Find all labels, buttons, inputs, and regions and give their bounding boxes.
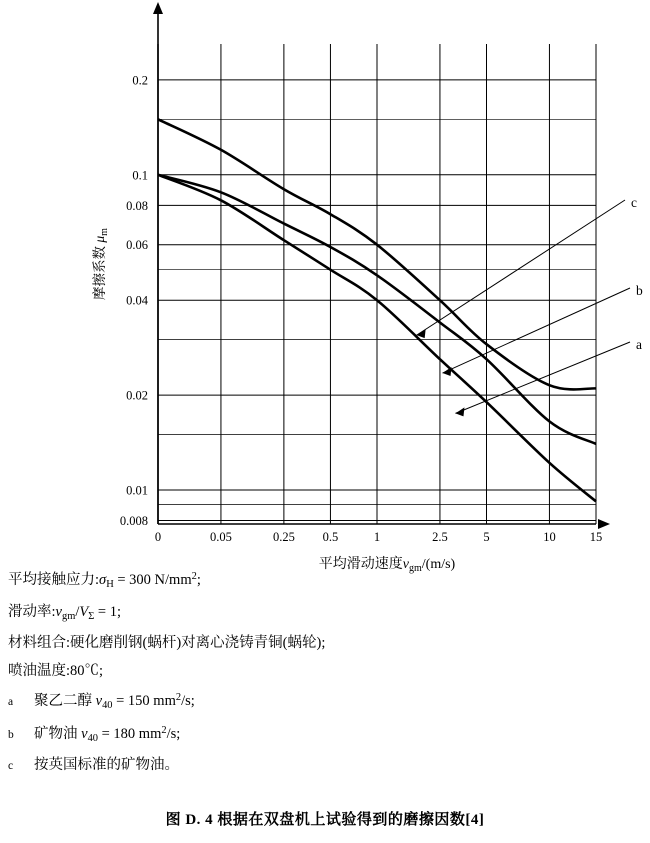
leader-arrow-b [443,367,452,376]
legend-key-b: b [8,728,14,741]
y-tick-label: 0.01 [126,483,148,498]
note-slip-ratio: 滑动率$:v_{gm}/V_\Sigma = 1$; [8,603,121,622]
chart-notes [8,572,642,787]
series-annotation-a: a [636,337,642,352]
legend-note-b [8,726,642,745]
x-axis-arrow [598,519,610,529]
series-annotation-b: b [636,283,643,298]
y-axis-arrow [153,2,163,14]
y-tick-label: 0.2 [132,73,148,88]
leader-line-a [455,342,630,413]
legend-note-c [8,758,642,773]
y-tick-label: 0.06 [126,238,148,253]
legend-text-c: 按英国标准的矿物油。 [34,757,179,774]
y-tick-label: 0.08 [126,198,148,213]
x-tick-label: 0.5 [322,530,339,544]
x-tick-label: 2.5 [432,530,448,544]
y-axis-title-subscript: m [99,228,110,236]
x-tick-label: 0 [154,530,162,544]
legend-key-a: a [8,696,14,709]
leader-arrow-a [455,407,464,416]
x-tick-label: 0.25 [272,530,295,544]
series-annotation-c: c [631,195,637,210]
legend-text-a: 聚乙二醇 $\nu_{40} = 150$ $mm^2/s$; [34,691,195,712]
x-tick-label: 0.05 [210,530,232,544]
y-axis-title: 摩擦系数 $\mu_m$ [92,228,110,300]
y-tick-label: 0.02 [126,388,148,403]
y-tick-label: 0.04 [126,293,148,308]
x-tick-label: 15 [589,530,603,544]
legend-key-c: c [8,760,14,773]
figure-caption: 图 D. 4 根据在双盘机上试验得到的磨擦因数[4] [165,812,485,828]
y-axis-title-symbol: μ [92,235,107,243]
note-oil-temp: 喷油温度:80℃; [8,663,104,680]
x-axis-title-symbol: v [402,557,409,572]
legend-text-b: 矿物油 $\nu_{40} = 180$ $mm^2/s$; [34,724,181,744]
y-tick-label: 0.008 [119,514,148,529]
x-axis-title-subscript: gm [408,563,422,574]
note-contact-stress: 平均接触应力$:\sigma_H = 300$ $N/mm^2$; [8,571,201,591]
x-tick-label: 10 [543,530,556,544]
y-tick-label: 0.1 [132,168,148,183]
x-axis-title-suffix: /(m/s) [421,557,456,572]
x-tick-label: 1 [373,530,381,544]
legend-note-a [8,693,642,712]
leader-line-c [417,200,625,335]
note-material: 材料组合:硬化磨削钢(蜗杆)对离心浇铸青铜(蜗轮); [8,634,326,651]
x-axis-title: 平均滑动速度$v_{gm}/(m/s)$ [318,557,456,574]
x-tick-label: 5 [483,530,490,544]
